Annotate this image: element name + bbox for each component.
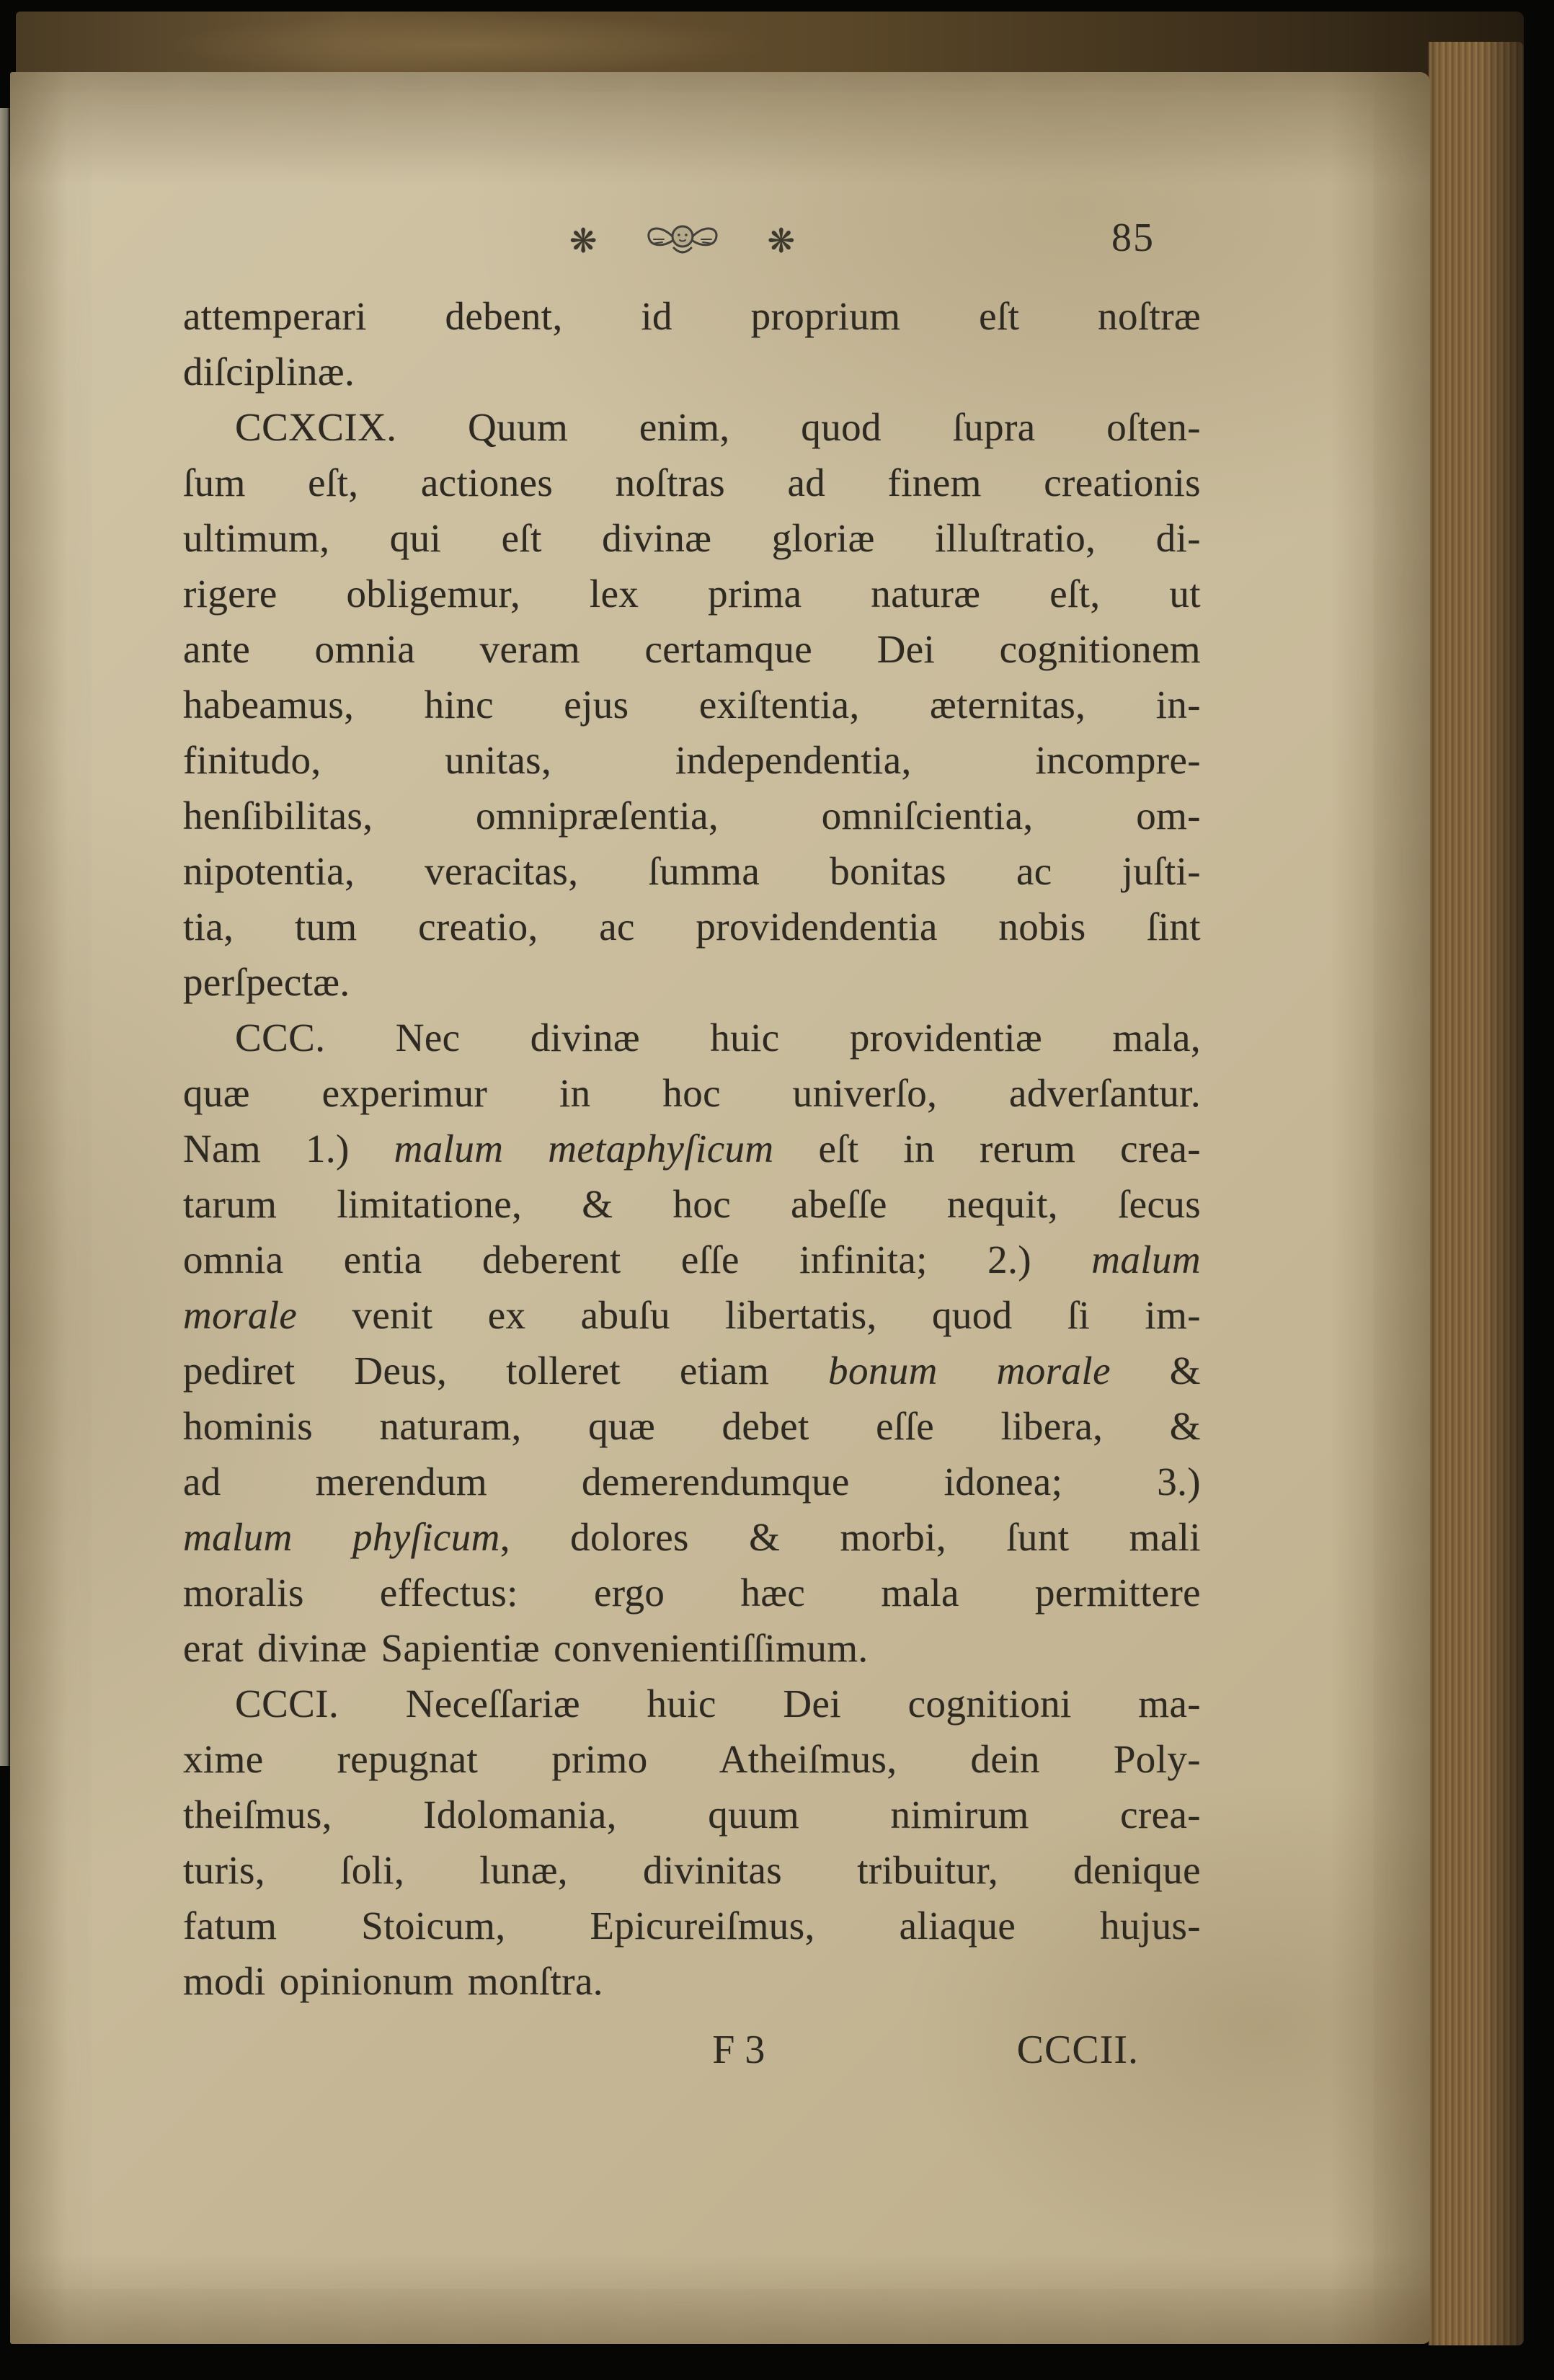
text-line (183, 1842, 1201, 1898)
text-line (183, 1676, 1201, 1731)
italic-text-segment: malum metaphyſicum (394, 1127, 774, 1171)
text-segment: ante omnia veram certamque Dei cognitionem (183, 627, 1201, 671)
catchword: CCCII. (1016, 2028, 1139, 2072)
text-line (183, 899, 1201, 954)
text-segment: theiſmus, Idolomania, quum nimirum crea- (183, 1793, 1201, 1837)
text-segment: CCXCIX. Quum enim, quod ſupra oſten- (235, 405, 1201, 449)
text-segment: xime repugnat primo Atheiſmus, dein Poly- (183, 1737, 1201, 1781)
text-segment: habeamus, hinc ejus exiſtentia, æternitas, in- (183, 683, 1201, 727)
text-segment: henſibilitas, omnipræſentia, omniſcientia, om- (183, 794, 1201, 838)
adjacent-page-edge (0, 108, 10, 1766)
text-segment: attemperari debent, id proprium eſt noſtræ (183, 294, 1201, 338)
italic-text-segment: morale (183, 1293, 298, 1337)
signature-mark: F 3 (712, 2028, 765, 2072)
text-line (183, 510, 1201, 566)
header-ornaments (569, 218, 795, 264)
text-segment: ad merendum demerendumque idonea; 3.) (183, 1460, 1201, 1504)
text-line (183, 1509, 1201, 1565)
text-line (183, 1454, 1201, 1509)
text-segment: erat divinæ Sapientiæ convenientiſſimum. (183, 1626, 869, 1670)
text-line (183, 1898, 1201, 1953)
text-line (183, 1731, 1201, 1787)
text-segment: tarum limitatione, & hoc abeſſe nequit, ſecus (183, 1182, 1201, 1226)
text-line (183, 1343, 1201, 1398)
text-segment: Nam 1.) (183, 1127, 394, 1171)
asterisk-ornament-left-icon: ❋ (569, 221, 598, 260)
text-line (183, 621, 1201, 677)
text-segment: diſciplinæ. (183, 350, 355, 394)
text-segment: rigere obligemur, lex prima naturæ eſt, ut (183, 572, 1201, 616)
text-segment: moralis effectus: ergo hæc mala permittere (183, 1571, 1201, 1615)
book-page (10, 72, 1430, 2344)
page-footer (183, 2027, 1201, 2092)
text-line (183, 1287, 1201, 1343)
text-line (183, 1620, 1201, 1676)
text-line (183, 843, 1201, 899)
text-segment: fatum Stoicum, Epicureiſmus, aliaque hujus- (183, 1904, 1201, 1948)
text-segment: CCCI. Neceſſariæ huic Dei cognitioni ma- (235, 1682, 1201, 1726)
text-line (183, 1398, 1201, 1454)
text-line (183, 677, 1201, 732)
asterisk-ornament-right-icon: ❋ (767, 221, 796, 260)
text-segment: nipotentia, veracitas, ſumma bonitas ac juſti- (183, 849, 1201, 893)
text-line (183, 1121, 1201, 1176)
text-segment: eſt in rerum crea- (773, 1127, 1202, 1171)
text-line (183, 399, 1201, 455)
text-line (183, 954, 1201, 1010)
italic-text-segment: malum phyſicum (183, 1515, 500, 1559)
text-segment: hominis naturam, quæ debet eſſe libera, & (183, 1404, 1201, 1448)
page-header (183, 210, 1199, 290)
text-segment: perſpectæ. (183, 960, 350, 1004)
text-segment: finitudo, unitas, independentia, incompre- (183, 738, 1201, 782)
text-segment: venit ex abuſu libertatis, quod ſi im- (297, 1293, 1201, 1337)
text-segment: pediret Deus, tolleret etiam (183, 1349, 829, 1393)
text-line (183, 1065, 1201, 1121)
book-fore-edge (1429, 42, 1524, 2345)
text-line (183, 566, 1201, 621)
text-segment: modi opinionum monſtra. (183, 1959, 603, 2003)
italic-text-segment: bonum morale (828, 1349, 1111, 1393)
text-segment: omnia entia deberent eſſe infinita; 2.) (183, 1238, 1092, 1282)
text-segment: quæ experimur in hoc univerſo, adverſantur. (183, 1071, 1201, 1115)
italic-text-segment: malum (1091, 1238, 1201, 1282)
text-line (183, 1010, 1201, 1065)
text-segment: CCC. Nec divinæ huic providentiæ mala, (235, 1016, 1201, 1060)
book-top-edge (16, 12, 1524, 78)
text-line (183, 1565, 1201, 1620)
text-line (183, 288, 1201, 344)
text-segment: turis, ſoli, lunæ, divinitas tribuitur, denique (183, 1848, 1201, 1892)
text-line (183, 455, 1201, 510)
text-segment: ultimum, qui eſt divinæ gloriæ illuſtratio, di- (183, 516, 1201, 560)
text-line (183, 788, 1201, 843)
text-segment: tia, tum creatio, ac providendentia nobis ſint (183, 905, 1201, 949)
text-segment: & (1110, 1349, 1201, 1393)
text-line (183, 344, 1201, 399)
page-number: 85 (1111, 216, 1155, 260)
body-text (183, 288, 1201, 2009)
text-line (183, 732, 1201, 788)
cherub-ornament-icon (639, 218, 725, 264)
text-line (183, 1176, 1201, 1232)
text-line (183, 1232, 1201, 1287)
text-segment: ſum eſt, actiones noſtras ad finem creationis (183, 461, 1201, 505)
text-segment: , dolores & morbi, ſunt mali (500, 1515, 1201, 1559)
text-line (183, 1953, 1201, 2009)
text-line (183, 1787, 1201, 1842)
